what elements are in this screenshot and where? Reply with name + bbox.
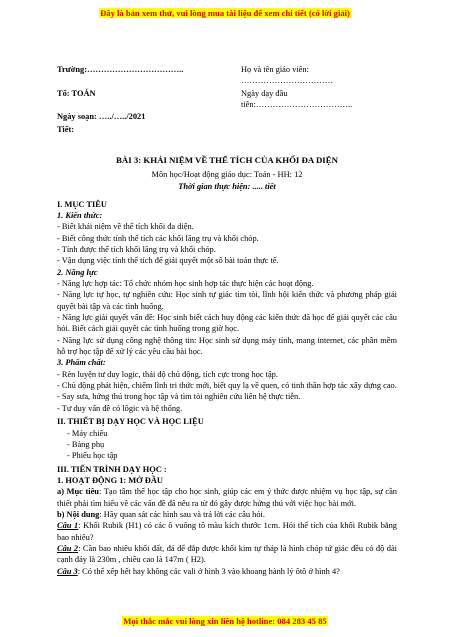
prep-date-field: Ngày soạn: …../…../2021 [57,112,146,122]
period-field: Tiết: [57,124,75,134]
question-3 [57,566,397,577]
content-text: : Hãy quan sát các hình sau và trả lời các câu hỏi. [99,509,265,519]
equipment-item: - Bảng phụ [67,439,105,449]
ability-item: - Năng lực giải quyết vấn đề: Học sinh biết cách huy động các kiến thức đã học để giải quyết các câu hỏi. Biết cách giải quyết các tình huống trong giờ học. [57,313,397,334]
knowledge-item: - Biết khái niệm về thể tích khối đa diện. [57,222,194,232]
goal-paragraph [57,486,397,509]
ability-heading: 2. Năng lực [57,267,98,277]
quality-item: - Rèn luyện tư duy logic, thái độ chủ động, tích cực trong học tập. [57,369,278,379]
group-field: Tổ: TOÁN [57,88,96,98]
ability-item: - Năng lực hợp tác: Tổ chức nhóm học sinh hợp tác thực hiện các hoạt động. [57,279,314,289]
subject-line: Môn học/Hoạt động giáo dục: Toán - HH: 12 [151,169,303,179]
hotline-banner [0,616,450,628]
quality-item: - Chủ động phát hiện, chiếm lĩnh tri thức mới, biết quy lạ về quen, có tinh thần hợp tác xây dựng cao. [57,381,397,391]
preview-banner [0,8,450,20]
teacher-field: Họ và tên giáo viên: …………………………… [241,65,334,86]
goal-label: a) Mục tiêu [57,487,99,497]
question-2 [57,543,397,566]
question-3-label: Câu 3 [57,566,78,576]
hotline-banner-text: Mọi thắc mắc vui lòng xin liên hệ hotline: 084 283 45 85 [123,616,327,627]
quality-item: - Tư duy vấn đề có lôgic và hệ thống. [57,403,183,413]
equipment-item: - Phiếu học tập [67,451,118,461]
content-paragraph [57,509,397,520]
question-3-text: : Có thể xếp hết hay không các vali ở hình 3 vào khoang hành lý ôtô ở hình 4? [77,566,340,576]
knowledge-item: - Vận dụng việc tính thể tích để giải quyết một số bài toán thực tế. [57,256,279,266]
equipment-item: - Máy chiếu [67,428,108,438]
knowledge-heading: 1. Kiến thức: [57,210,103,220]
section-objectives: I. MỤC TIÊU [57,199,107,209]
teach-date-field: Ngày dạy đầu tiên:…………………………….. [241,88,353,110]
section-process: III. TIẾN TRÌNH DẠY HỌC : [57,464,167,474]
question-1 [57,520,397,543]
preview-banner-text: Đây là bản xem thử, vui lòng mua tài liệu để xem chi tiết (có lời giải) [100,8,350,18]
quality-heading: 3. Phẩm chất: [57,358,106,368]
question-2-label: Câu 2 [57,543,79,553]
document-header [57,64,397,135]
activity-1-heading: 1. HOẠT ĐỘNG 1: MỞ ĐẦU [57,475,163,485]
document-page [57,64,397,577]
lesson-title: BÀI 3: KHÁI NIỆM VỀ THỂ TÍCH CỦA KHỐI ĐA DIỆN [116,155,338,166]
goal-text: : Tạo tâm thế học tập cho học sinh, giúp các em ý thức được nhiệm vụ học tập, sự cần thiết phải tìm hiểu về các vấn đề đã nêu ra từ đó gây được hứng thú với việc học bài mới. [57,487,397,508]
question-2-text: : Cần bao nhiêu khối đất, đá để đắp được khối kim tự tháp là hình chóp tứ giác đều có độ dài cạnh đáy là 230m , chiều cao là 147m ( H2). [57,543,398,565]
question-1-text: : Khối Rubik (H1) có các ô vuông tô màu kích thước 1cm. Hỏi thể tích của khối Rubik bằng bao nhiêu? [57,521,397,542]
time-line: Thời gian thực hiện: ..... tiết [178,182,276,192]
content-label: b) Nội dung [57,509,100,519]
quality-item: - Say sưa, hứng thú trong học tập và tìm tòi nghiên cứu liên hệ thực tiễn. [57,392,301,402]
knowledge-item: - Tính được thể tích khối lăng trụ và khối chóp. [57,245,216,254]
ability-item: - Năng lực tự học, tự nghiên cứu: Học sinh tự giác tìm tòi, lĩnh hội kiến thức và phương pháp giải quyết bài tập và các tình huống. [57,290,397,311]
school-field: Trường:…………………………….. [57,65,184,74]
knowledge-item: - Biết công thức tính thể tích các khối lăng trụ và khối chóp. [57,233,259,243]
ability-item: - Năng lực sử dụng công nghệ thông tin: Học sinh sử dụng máy tính, mang internet, các phần mềm hỗ trợ học tập để xử lý các yêu cầu bài học. [57,335,397,357]
section-equipment: II. THIẾT BỊ DẠY HỌC VÀ HỌC LIỆU [57,417,204,427]
question-1-label: Câu 1 [57,521,79,531]
